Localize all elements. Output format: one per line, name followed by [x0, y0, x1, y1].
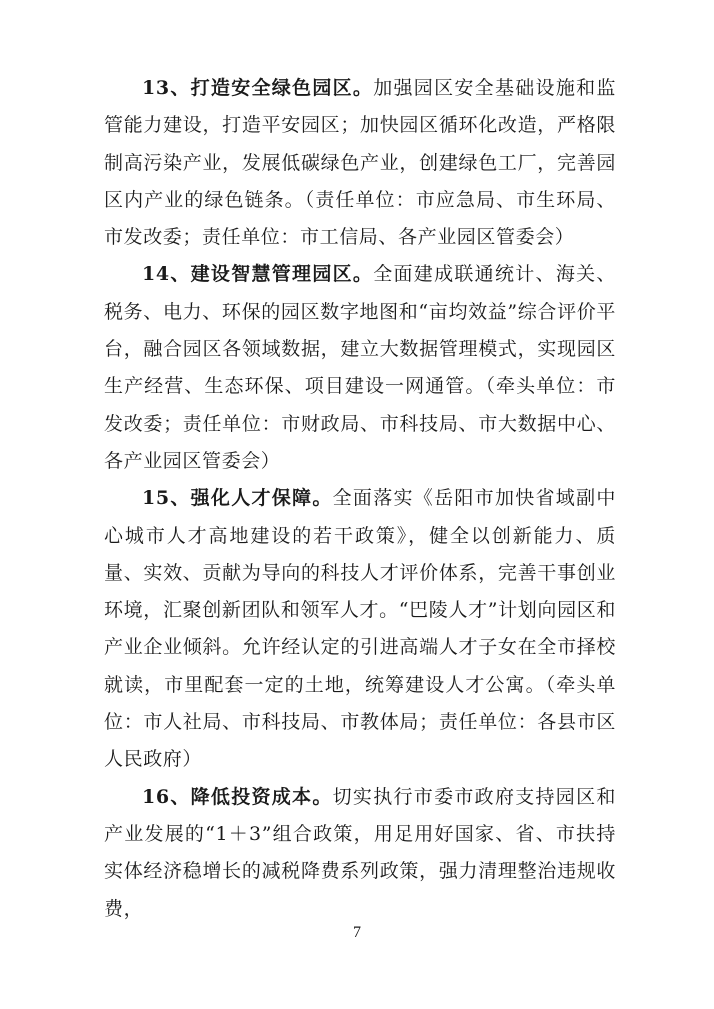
- section-16-heading: 16、降低投资成本。: [142, 785, 333, 808]
- section-15-heading: 15、强化人才保障。: [142, 487, 333, 510]
- page-number: 7: [353, 924, 361, 941]
- section-14-text: 全面建成联通统计、海关、税务、电力、环保的园区数字地图和“亩均效益”综合评价平台，融合园区各领域数据，建立大数据管理模式，实现园区生产经营、生态环保、项目建设一网通管。（牵头单位：市发改委；责任单位：市财政局、市科技局、市大数据中心、各产业园区管委会）: [104, 263, 616, 472]
- section-14-paragraph: [104, 256, 616, 480]
- section-15-text: 全面落实《岳阳市加快省域副中心城市人才高地建设的若干政策》，健全以创新能力、质量、实效、贡献为导向的科技人才评价体系，完善干事创业环境，汇聚创新团队和领军人才。“巴陵人才”计划向园区和产业企业倾斜。允许经认定的引进高端人才子女在全市择校就读，市里配套一定的土地，统筹建设人才公寓。（牵头单位：市人社局、市科技局、市教体局；责任单位：各县市区人民政府）: [104, 487, 616, 771]
- section-13-text: 加强园区安全基础设施和监管能力建设，打造平安园区；加快园区循环化改造，严格限制高污染产业，发展低碳绿色产业，创建绿色工厂，完善园区内产业的绿色链条。（责任单位：市应急局、市生环局、市发改委；责任单位：市工信局、各产业园区管委会）: [104, 77, 616, 249]
- section-13-heading: 13、打造安全绿色园区。: [142, 77, 374, 99]
- section-14-heading: 14、建设智慧管理园区。: [142, 263, 374, 286]
- document-body: [104, 70, 616, 928]
- section-16-paragraph: [104, 779, 616, 928]
- section-16-text: 切实执行市委市政府支持园区和产业发展的“1＋3”组合政策，用足用好国家、省、市扶持实体经济稳增长的减税降费系列政策，强力清理整治违规收费，: [104, 785, 616, 920]
- section-13-paragraph: [104, 70, 616, 256]
- section-15-paragraph: [104, 480, 616, 778]
